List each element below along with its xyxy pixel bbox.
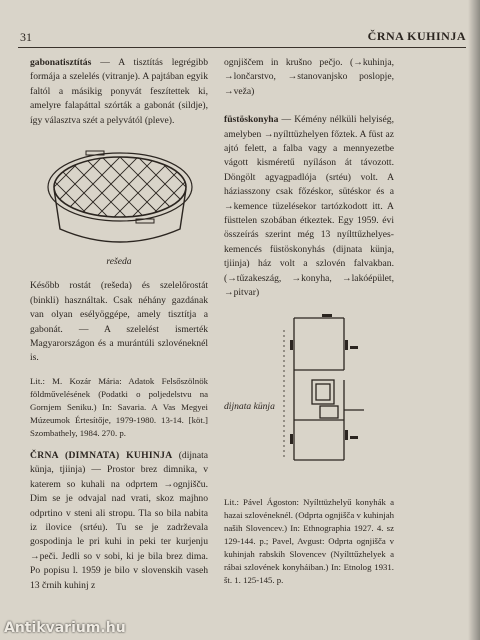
headword: ČRNA (DIMNATA) KUHINJA <box>30 449 173 461</box>
watermark: Antikvarium.hu <box>4 620 126 636</box>
entry-text: — A tisztítás legrégibb formája a szelelés (vitranje). A pajtában egyik faltól a másikig ponyvát feszítettek ki, amelyre falapáttal szórták a gabonát (sildje), így választva szét a pelyvától (pleve). <box>30 57 208 126</box>
entry-continuation: Később rostát (rešeda) és szelelőrostát (binkli) használtak. Csak néhány gazdának van olyan esélyöggépe, amely tisztítja a gabonát. — A szelelést ismerték Magyarországon és a murántúli szlovéneknél is. <box>30 280 208 364</box>
entry-continuation: ognjiščem in krušno pečjo. (→kuhinja, →lončarstvo, →stanovanjsko poslopje, →veža) <box>224 57 394 97</box>
running-head: ČRNA KUHINJA <box>367 29 466 43</box>
entry-text: (dijnata künja, tjiinja) — Prostor brez dimnika, v katerem so kuhali na odprtem →ognjišču. Dim se je odvajal nad vrati, skoz majhno odprtino v steni ali stropu. Tla so bila nabita iz ilovice (srtéu). Tu se je zadrževala gospodinja le pri kuhi in peki ter kurjenju →peči. Jedli so v sobi, ki je bila brez dima. Po popisu l. 1959 je bilo v slovenskih vaseh 13 črnih kuhinj z <box>30 449 209 591</box>
left-column <box>30 56 208 602</box>
sieve-caption: rešeda <box>106 256 132 268</box>
entry-fustoskonyha <box>224 113 394 300</box>
headword: füstöskonyha <box>224 114 279 126</box>
literature-note: Lit.: Pável Ágoston: Nyílttüzhelyű konyhák a hazai szlovéneknél. (Odprta ognjišča v kuhinjah naših Slovencev.) In: Ethnographia 1927. 4. sz 129-144. p.; Pavel, Avgust: Odprta ognjišča v kuhinjah rabskih Slovencev (Nyílttűzhelyek a rábai szlovének konyháiban.) In: Etnolog 1931. št. 1. 125-145. p. <box>224 496 394 585</box>
page-number: 31 <box>20 30 32 44</box>
right-column <box>224 56 394 596</box>
headword: gabonatisztítás <box>30 57 92 68</box>
entry-crna-kuhinja <box>30 449 208 593</box>
floor-plan-figure <box>224 310 394 490</box>
literature-note: Lit.: M. Kozár Mária: Adatok Felsőszölnök földművelésének (Podatki o poljedelstvu na Gornjem Seniku.) In: Savaria. A Vas Megyei Múzeumok Értesítője, 1979-1980. 13-14. [köt.] Szombathely, 1984. 270. p. <box>30 375 208 438</box>
page-header <box>18 28 466 48</box>
sieve-illustration <box>30 137 208 257</box>
floor-plan-caption: dijnata künja <box>224 400 275 412</box>
entry-gabonatisztitas <box>30 56 208 128</box>
entry-text: — Kémény nélküli helyiség, amelyben →nyílttüzhelyen főztek. A füst az ajtó felett, a falba vagy a mennyezetbe vágott kisméretű nyíláson át távozott. Döngölt agyagpadlója (srtéu) volt. A háziasszony csak főzéskor, sütéskor és a →kemence tüzelésekor tartózkodott itt. A füsttelen szobában étkeztek. Egy 1959. évi összeírás szerint még 13 nyílttűzhelyes-kemencés füstöskonyhás (dijnata künja, tjiinja) ház volt a szlovén falvakban. (→tűzakeszág, →konyha, →lakóépület, →pitvar) <box>224 114 394 299</box>
